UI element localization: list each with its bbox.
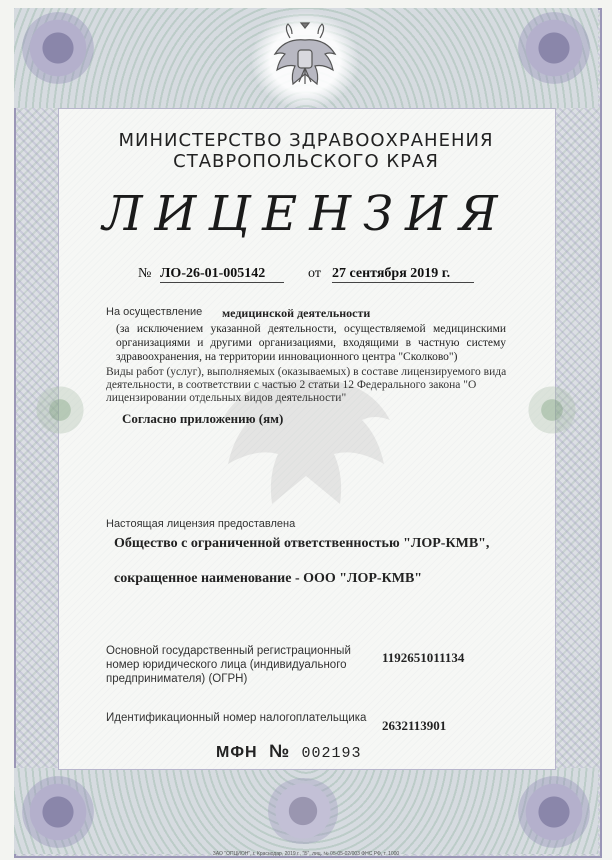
ministry-line-1: МИНИСТЕРСТВО ЗДРАВООХРАНЕНИЯ <box>118 130 494 151</box>
licensee-label: Настоящая лицензия предоставлена <box>106 518 296 530</box>
license-number: ЛО-26-01-005142 <box>160 266 284 283</box>
blank-series: МФН <box>216 744 258 761</box>
blank-number-sign: № <box>269 741 291 761</box>
activity-value: медицинской деятельности <box>222 306 371 320</box>
blank-serial <box>216 741 362 762</box>
printer-imprint: ЗАО "ОПЦИОН", г. Краснодар, 2019 г., "Б", лиц. № 05-05-02/003 ФНС РФ, т. 1000 <box>212 851 400 857</box>
ogrn-value: 1192651011134 <box>382 650 465 665</box>
double-headed-eagle-icon <box>270 20 340 102</box>
licensee-full-name: Общество с ограниченной ответственностью "ЛОР-КМВ", <box>114 536 490 551</box>
inn-label: Идентификационный номер налогоплательщика <box>106 712 367 724</box>
corner-rosette-icon <box>22 12 94 84</box>
license-date: 27 сентября 2019 г. <box>332 266 474 283</box>
bottom-seal-icon <box>266 778 340 844</box>
side-rosette-icon <box>30 380 90 440</box>
ministry-line-2: СТАВРОПОЛЬСКОГО КРАЯ <box>173 151 439 172</box>
works-description: Виды работ (услуг), выполняемых (оказываемых) в составе лицензируемого вида деятельности, в соответствии с частью 2 статьи 12 Федерального закона "О лицензировании отдельных видов деятельности" <box>106 366 507 404</box>
blank-number: 002193 <box>301 745 362 762</box>
license-date-prefix: от <box>308 266 321 281</box>
activity-explanation: (за исключением указанной деятельности, осуществляемой медицинскими организациями и другими организациями, входящими в частную систему здравоохранения, на территории инновационного центра "Сколково") <box>116 323 506 363</box>
license-number-prefix: № <box>138 266 152 281</box>
corner-rosette-icon <box>22 776 94 848</box>
side-rosette-icon <box>522 380 582 440</box>
document-title: ЛИЦЕНЗИЯ <box>102 186 510 242</box>
activity-label: На осуществление <box>106 306 203 318</box>
inn-value: 2632113901 <box>382 718 447 733</box>
ogrn-label: Основной государственный регистрационный номер юридического лица (индивидуального предпринимателя) (ОГРН) <box>106 645 351 685</box>
appendix-reference: Согласно приложению (ям) <box>122 411 284 426</box>
ministry-name <box>0 130 612 172</box>
licensee-short-name: сокращенное наименование - ООО "ЛОР-КМВ" <box>114 571 423 586</box>
corner-rosette-icon <box>518 12 590 84</box>
corner-rosette-icon <box>518 776 590 848</box>
